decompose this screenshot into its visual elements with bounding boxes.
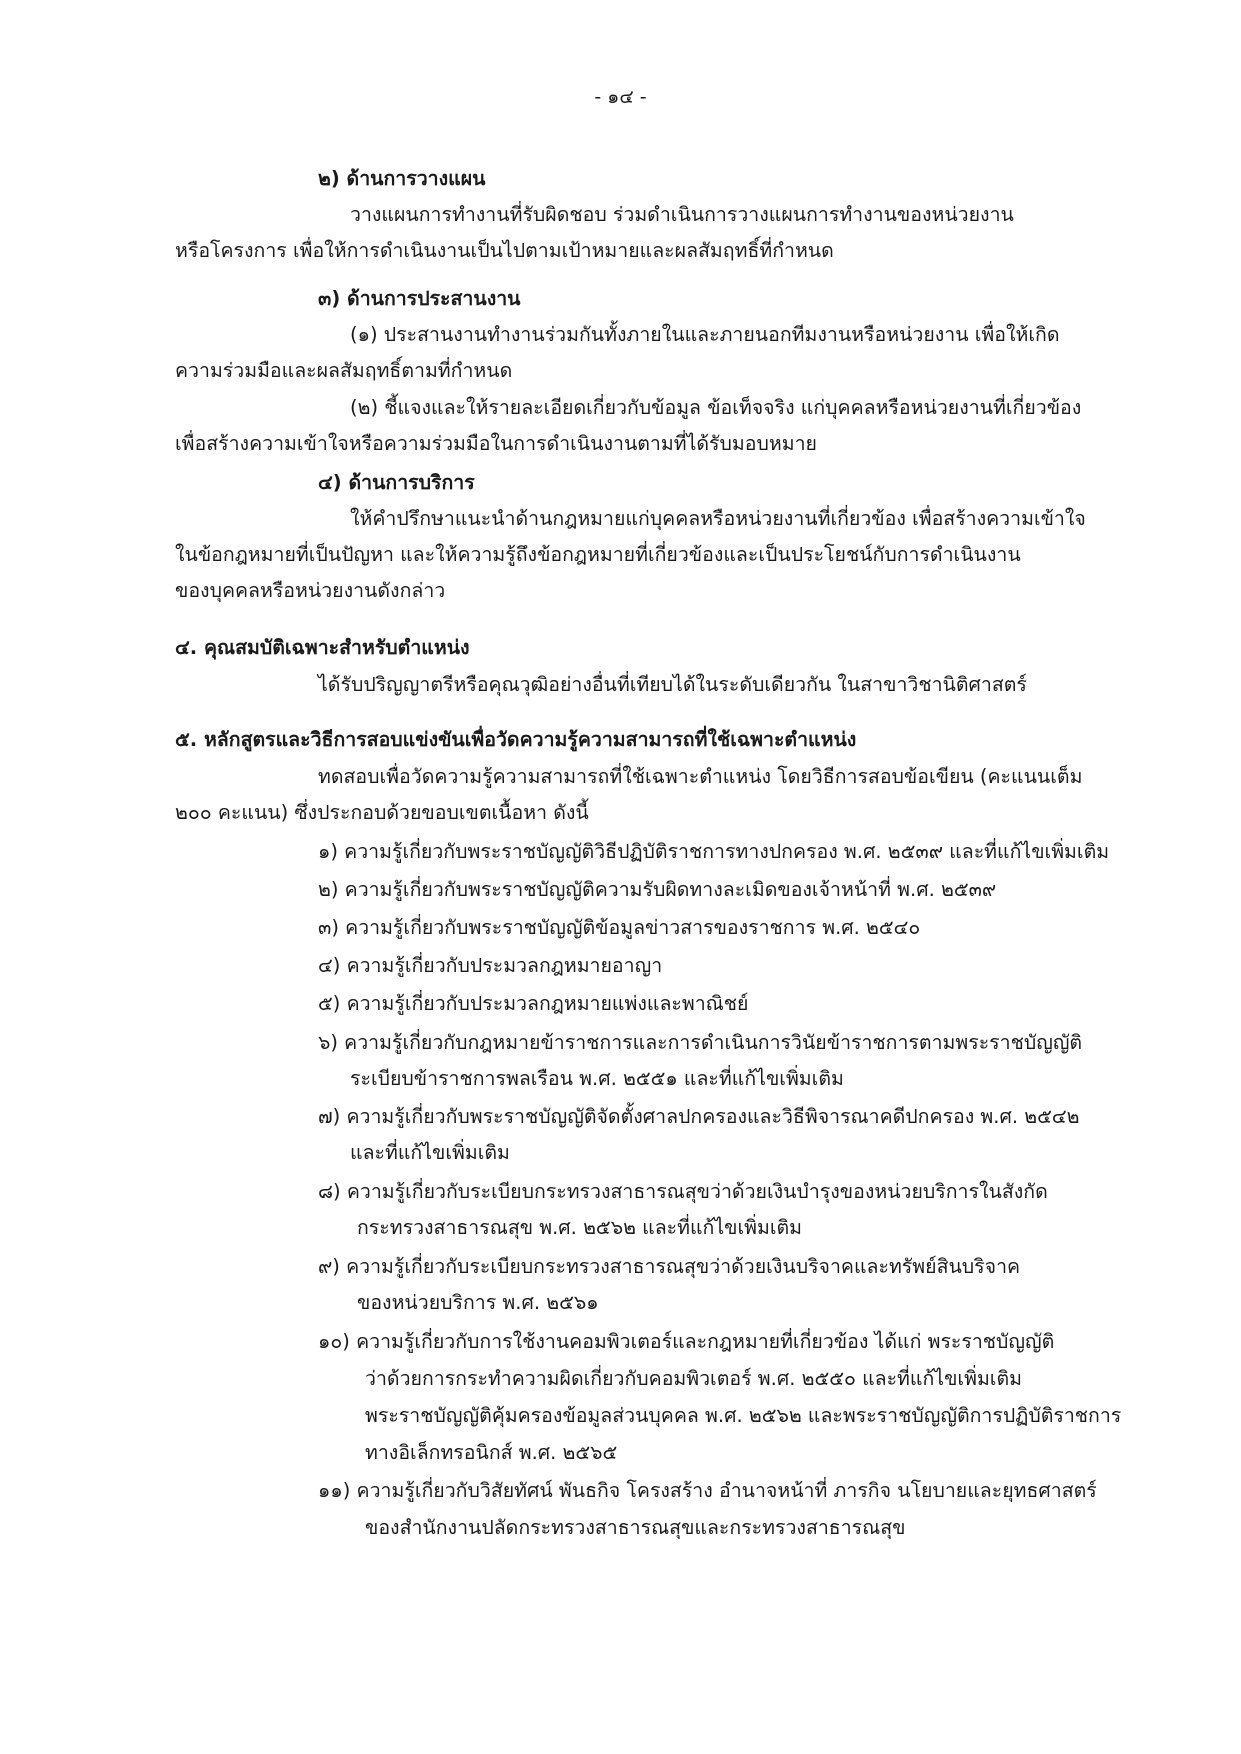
exam-topic-item: ๑๐) ความรู้เกี่ยวกับการใช้งานคอมพิวเตอร์และกฎหมายที่เกี่ยวข้อง ได้แก่ พระราชบัญญัติ bbox=[318, 1330, 1055, 1353]
qualifications-text: ได้รับปริญญาตรีหรือคุณวุฒิอย่างอื่นที่เทียบได้ในระดับเดียวกัน ในสาขาวิชานิติศาสตร์ bbox=[318, 673, 1027, 696]
exam-topic-item: ๑๑) ความรู้เกี่ยวกับวิสัยทัศน์ พันธกิจ โครงสร้าง อำนาจหน้าที่ ภารกิจ นโยบายและยุทธศาสตร์ bbox=[318, 1479, 1097, 1502]
planning-text-line: วางแผนการทำงานที่รับผิดชอบ ร่วมดำเนินการวางแผนการทำงานของหน่วยงาน bbox=[350, 203, 1014, 226]
planning-heading: ๒) ด้านการวางแผน bbox=[318, 167, 486, 190]
coordination-item-line: เพื่อสร้างความเข้าใจหรือความร่วมมือในการดำเนินงานตามที่ได้รับมอบหมาย bbox=[175, 432, 817, 455]
exam-topic-item: ๑) ความรู้เกี่ยวกับพระราชบัญญัติวิธีปฏิบัติราชการทางปกครอง พ.ศ. ๒๕๓๙ และที่แก้ไขเพิ่มเติม bbox=[318, 840, 1110, 863]
exam-topic-item-continuation: พระราชบัญญัติคุ้มครองข้อมูลส่วนบุคคล พ.ศ. ๒๕๖๒ และพระราชบัญญัติการปฏิบัติราชการ bbox=[365, 1404, 1122, 1427]
service-text-line: ของบุคคลหรือหน่วยงานดังกล่าว bbox=[175, 579, 446, 602]
exam-topic-item: ๘) ความรู้เกี่ยวกับระเบียบกระทรวงสาธารณสุขว่าด้วยเงินบำรุงของหน่วยบริการในสังกัด bbox=[318, 1180, 1048, 1203]
coordination-heading: ๓) ด้านการประสานงาน bbox=[318, 287, 521, 310]
coordination-item-line: ความร่วมมือและผลสัมฤทธิ์ตามที่กำหนด bbox=[175, 359, 513, 382]
service-text-line: ในข้อกฎหมายที่เป็นปัญหา และให้ความรู้ถึงข้อกฎหมายที่เกี่ยวข้องและเป็นประโยชน์กับการดำเนินงาน bbox=[175, 543, 1021, 566]
exam-topic-item-continuation: ว่าด้วยการกระทำความผิดเกี่ยวกับคอมพิวเตอร์ พ.ศ. ๒๕๕๐ และที่แก้ไขเพิ่มเติม bbox=[365, 1367, 1022, 1390]
service-text-line: ให้คำปรึกษาแนะนำด้านกฎหมายแก่บุคคลหรือหน่วยงานที่เกี่ยวข้อง เพื่อสร้างความเข้าใจ bbox=[350, 507, 1086, 530]
exam-topic-item: ๕) ความรู้เกี่ยวกับประมวลกฎหมายแพ่งและพาณิชย์ bbox=[318, 992, 749, 1015]
planning-text-line: หรือโครงการ เพื่อให้การดำเนินงานเป็นไปตามเป้าหมายและผลสัมฤทธิ์ที่กำหนด bbox=[175, 239, 834, 262]
exam-topic-item: ๙) ความรู้เกี่ยวกับระเบียบกระทรวงสาธารณสุขว่าด้วยเงินบริจาคและทรัพย์สินบริจาค bbox=[318, 1255, 1021, 1278]
exam-topic-item-continuation: ของหน่วยบริการ พ.ศ. ๒๕๖๑ bbox=[357, 1291, 599, 1314]
exam-topic-item-continuation: ของสำนักงานปลัดกระทรวงสาธารณสุขและกระทรวงสาธารณสุข bbox=[365, 1516, 906, 1539]
service-heading: ๔) ด้านการบริการ bbox=[318, 471, 475, 494]
coordination-item-line: (๒) ชี้แจงและให้รายละเอียดเกี่ยวกับข้อมูล ข้อเท็จจริง แก่บุคคลหรือหน่วยงานที่เกี่ยวข้อง bbox=[350, 396, 1082, 419]
page-number: - ๑๔ - bbox=[594, 86, 647, 108]
exam-topic-item: ๗) ความรู้เกี่ยวกับพระราชบัญญัติจัดตั้งศาลปกครองและวิธีพิจารณาคดีปกครอง พ.ศ. ๒๕๔๒ bbox=[318, 1105, 1080, 1128]
exam-topic-item: ๒) ความรู้เกี่ยวกับพระราชบัญญัติความรับผิดทางละเมิดของเจ้าหน้าที่ พ.ศ. ๒๕๓๙ bbox=[318, 878, 997, 901]
exam-intro-line: ๒๐๐ คะแนน) ซึ่งประกอบด้วยขอบเขตเนื้อหา ดังนี้ bbox=[175, 801, 589, 824]
exam-topic-item-continuation: ทางอิเล็กทรอนิกส์ พ.ศ. ๒๕๖๕ bbox=[365, 1441, 618, 1464]
qualifications-heading: ๔. คุณสมบัติเฉพาะสำหรับตำแหน่ง bbox=[175, 636, 470, 659]
exam-topic-item: ๔) ความรู้เกี่ยวกับประมวลกฎหมายอาญา bbox=[318, 954, 663, 977]
exam-topic-item-continuation: กระทรวงสาธารณสุข พ.ศ. ๒๕๖๒ และที่แก้ไขเพิ่มเติม bbox=[357, 1216, 803, 1239]
exam-topic-item: ๓) ความรู้เกี่ยวกับพระราชบัญญัติข้อมูลข่าวสารของราชการ พ.ศ. ๒๕๔๐ bbox=[318, 916, 921, 939]
exam-topic-item-continuation: ระเบียบข้าราชการพลเรือน พ.ศ. ๒๕๕๑ และที่แก้ไขเพิ่มเติม bbox=[350, 1067, 844, 1090]
exam-topic-item: ๖) ความรู้เกี่ยวกับกฎหมายข้าราชการและการดำเนินการวินัยข้าราชการตามพระราชบัญญัติ bbox=[318, 1031, 1083, 1054]
exam-intro-line: ทดสอบเพื่อวัดความรู้ความสามารถที่ใช้เฉพาะตำแหน่ง โดยวิธีการสอบข้อเขียน (คะแนนเต็ม bbox=[318, 765, 1083, 788]
exam-topic-item-continuation: และที่แก้ไขเพิ่มเติม bbox=[350, 1141, 510, 1164]
coordination-item-line: (๑) ประสานงานทำงานร่วมกันทั้งภายในและภายนอกทีมงานหรือหน่วยงาน เพื่อให้เกิด bbox=[350, 323, 1060, 346]
exam-heading: ๕. หลักสูตรและวิธีการสอบแข่งขันเพื่อวัดความรู้ความสามารถที่ใช้เฉพาะตำแหน่ง bbox=[175, 728, 857, 751]
